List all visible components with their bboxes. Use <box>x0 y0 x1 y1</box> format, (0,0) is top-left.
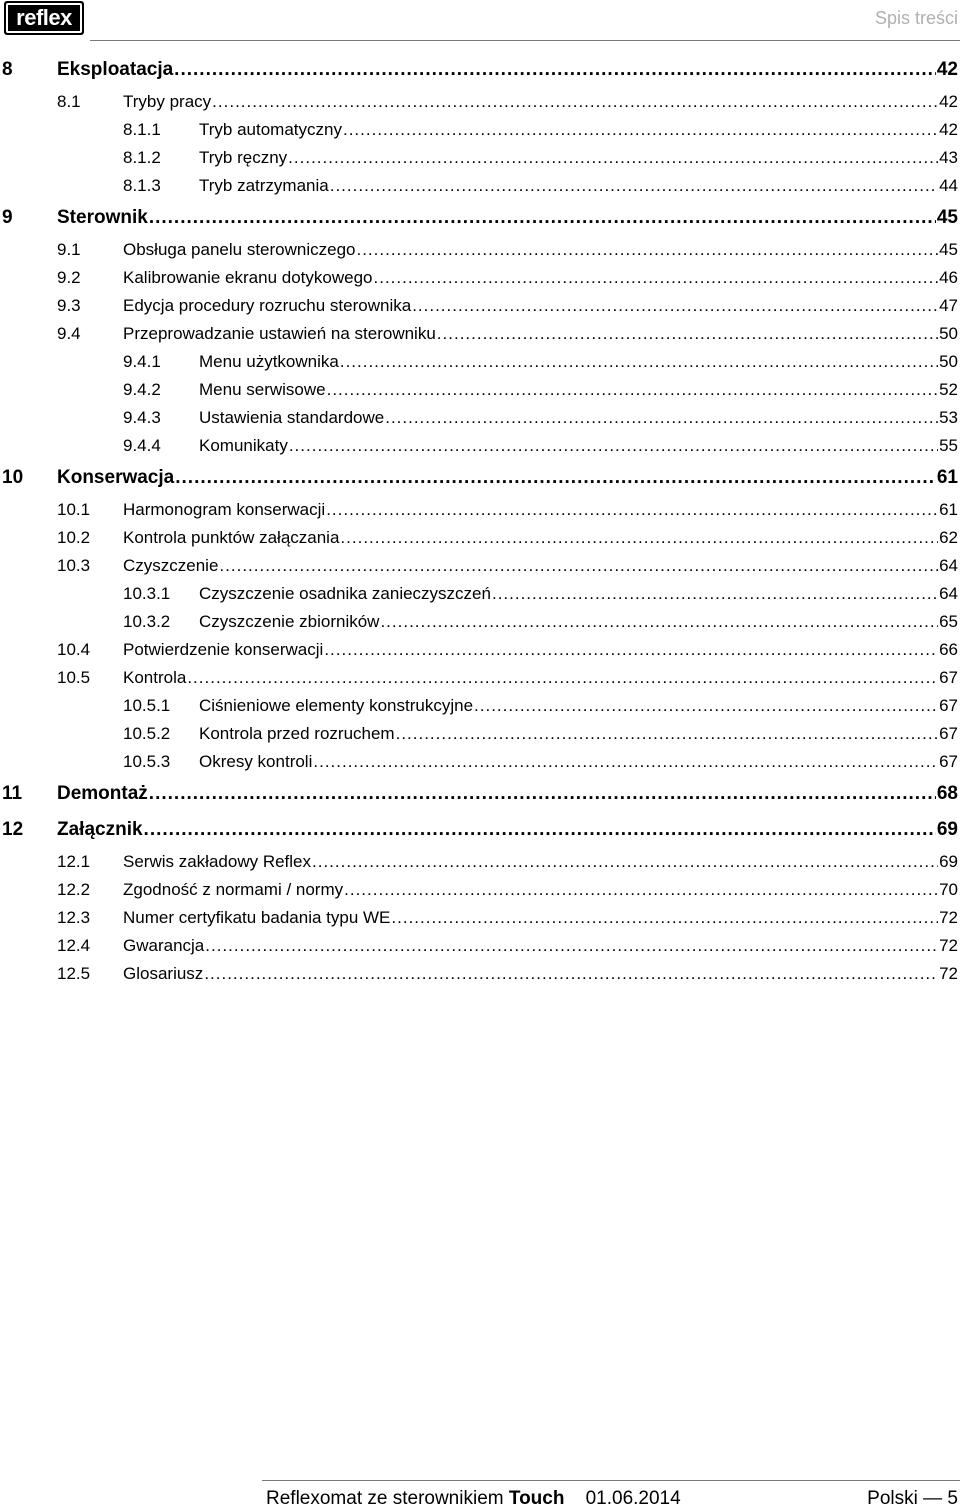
toc-entry[interactable] <box>0 608 960 636</box>
toc-entry-title: Serwis zakładowy Reflex <box>123 852 312 871</box>
toc-entry-page: 47 <box>939 296 958 315</box>
toc-leader-dots <box>212 88 938 116</box>
footer-divider <box>262 1480 960 1481</box>
toc-entry-page: 64 <box>939 584 958 603</box>
toc-entry-title: Ustawienia standardowe <box>199 408 385 427</box>
toc-entry-title: Czyszczenie <box>123 556 219 575</box>
toc-entry-title: Czyszczenie zbiorników <box>199 612 380 631</box>
toc-entry-page: 67 <box>939 696 958 715</box>
toc-leader-dots <box>144 812 936 848</box>
toc-entry-number: 8.1.2 <box>123 148 161 167</box>
toc-leader-dots <box>149 200 936 236</box>
toc-entry-page: 65 <box>939 612 958 631</box>
toc-entry-number: 8.1.3 <box>123 176 161 195</box>
toc-entry-number: 10.2 <box>57 528 91 547</box>
toc-entry[interactable] <box>0 200 960 236</box>
toc-leader-dots <box>412 292 938 320</box>
toc-entry-title: Harmonogram konserwacji <box>123 500 326 519</box>
toc-entry-page: 61 <box>936 467 958 488</box>
toc-entry[interactable] <box>0 748 960 776</box>
toc-entry-title: Kontrola punktów załączania <box>123 528 340 547</box>
toc-entry-page: 55 <box>939 436 958 455</box>
toc-entry-number: 9.3 <box>57 296 81 315</box>
toc-entry[interactable] <box>0 932 960 960</box>
reflex-logo <box>4 1 84 35</box>
toc-leader-dots <box>344 876 938 904</box>
toc-entry-number: 8.1 <box>57 92 81 111</box>
toc-entry-number: 9.4.1 <box>123 352 161 371</box>
toc-leader-dots <box>330 172 938 200</box>
toc-entry-page: 53 <box>939 408 958 427</box>
toc-leader-dots <box>312 848 938 876</box>
toc-entry[interactable] <box>0 904 960 932</box>
toc-entry-page: 61 <box>939 500 958 519</box>
toc-entry-number: 9.4.3 <box>123 408 161 427</box>
toc-entry-number: 9.4.2 <box>123 380 161 399</box>
toc-entry-number: 10.5.3 <box>123 752 171 771</box>
toc-entry-title: Sterownik <box>57 207 148 228</box>
toc-entry-page: 46 <box>939 268 958 287</box>
toc-entry[interactable] <box>0 432 960 460</box>
toc-entry-number: 12.4 <box>57 936 91 955</box>
toc-entry-number: 9.4.4 <box>123 436 161 455</box>
toc-entry-title: Glosariusz <box>123 964 204 983</box>
toc-entry[interactable] <box>0 692 960 720</box>
toc-entry-page: 70 <box>939 880 958 899</box>
toc-leader-dots <box>174 52 936 88</box>
toc-entry[interactable] <box>0 52 960 88</box>
toc-entry-title: Kontrola przed rozruchem <box>199 724 395 743</box>
toc-entry[interactable] <box>0 496 960 524</box>
toc-entry-title: Czyszczenie osadnika zanieczyszczeń <box>199 584 491 603</box>
toc-entry-number: 8.1.1 <box>123 120 161 139</box>
toc-entry[interactable] <box>0 720 960 748</box>
toc-leader-dots <box>385 404 938 432</box>
toc-entry[interactable] <box>0 292 960 320</box>
toc-entry-title: Obsługa panelu sterowniczego <box>123 240 356 259</box>
toc-entry-page: 45 <box>936 207 958 228</box>
toc-entry-number: 8 <box>2 59 13 80</box>
toc-entry-number: 10.4 <box>57 640 91 659</box>
toc-leader-dots <box>437 320 938 348</box>
toc-entry-page: 72 <box>939 964 958 983</box>
toc-entry-title: Menu serwisowe <box>199 380 326 399</box>
toc-entry[interactable] <box>0 776 960 812</box>
toc-entry[interactable] <box>0 404 960 432</box>
toc-entry-number: 10.3 <box>57 556 91 575</box>
toc-entry-page: 45 <box>939 240 958 259</box>
toc-leader-dots <box>288 144 938 172</box>
header-divider <box>90 40 960 41</box>
toc-entry[interactable] <box>0 636 960 664</box>
toc-entry[interactable] <box>0 524 960 552</box>
toc-leader-dots <box>289 432 938 460</box>
toc-entry-title: Tryb automatyczny <box>199 120 342 139</box>
toc-leader-dots <box>380 608 938 636</box>
table-of-contents <box>0 52 960 988</box>
toc-entry[interactable] <box>0 664 960 692</box>
toc-entry-number: 10.1 <box>57 500 91 519</box>
toc-entry-number: 10.5 <box>57 668 91 687</box>
toc-entry-number: 12.2 <box>57 880 91 899</box>
toc-entry-page: 64 <box>939 556 958 575</box>
toc-entry-title: Kalibrowanie ekranu dotykowego <box>123 268 373 287</box>
toc-entry[interactable] <box>0 264 960 292</box>
toc-entry-number: 9.2 <box>57 268 81 287</box>
toc-entry[interactable] <box>0 144 960 172</box>
toc-entry-title: Menu użytkownika <box>199 352 339 371</box>
toc-entry[interactable] <box>0 580 960 608</box>
toc-entry[interactable] <box>0 116 960 144</box>
footer-page-info: Polski — 5 <box>867 1488 958 1509</box>
toc-entry[interactable] <box>0 848 960 876</box>
toc-entry-title: Eksploatacja <box>57 59 174 80</box>
toc-entry-page: 42 <box>939 120 958 139</box>
toc-leader-dots <box>474 692 938 720</box>
toc-entry-title: Konserwacja <box>57 467 175 488</box>
toc-entry-page: 67 <box>939 724 958 743</box>
toc-leader-dots <box>324 636 938 664</box>
toc-entry-number: 9 <box>2 207 13 228</box>
toc-entry-number: 12.3 <box>57 908 91 927</box>
toc-leader-dots <box>205 932 938 960</box>
toc-leader-dots <box>219 552 938 580</box>
toc-entry-page: 42 <box>939 92 958 111</box>
toc-entry[interactable] <box>0 320 960 348</box>
toc-entry-title: Numer certyfikatu badania typu WE <box>123 908 391 927</box>
toc-entry[interactable] <box>0 376 960 404</box>
toc-entry-title: Demontaż <box>57 783 148 804</box>
footer-document-title: Reflexomat ze sterownikiem Touch 01.06.2014 <box>266 1488 681 1509</box>
toc-entry-number: 12 <box>2 819 24 840</box>
toc-entry-page: 68 <box>936 783 958 804</box>
toc-entry-page: 72 <box>939 908 958 927</box>
toc-entry[interactable] <box>0 812 960 848</box>
toc-entry-number: 12.5 <box>57 964 91 983</box>
toc-entry-title: Ciśnieniowe elementy konstrukcyjne <box>199 696 474 715</box>
toc-entry-page: 69 <box>939 852 958 871</box>
toc-entry-number: 10.5.1 <box>123 696 171 715</box>
toc-leader-dots <box>149 776 936 812</box>
page-number: 5 <box>947 1488 958 1509</box>
toc-leader-dots <box>391 904 938 932</box>
toc-entry[interactable] <box>0 172 960 200</box>
toc-entry-page: 67 <box>939 752 958 771</box>
page-footer <box>266 1488 958 1510</box>
toc-entry-title: Kontrola <box>123 668 187 687</box>
toc-entry-page: 44 <box>939 176 958 195</box>
toc-entry-page: 72 <box>939 936 958 955</box>
toc-entry-page: 42 <box>936 59 958 80</box>
toc-leader-dots <box>343 116 938 144</box>
toc-entry-title: Tryby pracy <box>123 92 212 111</box>
toc-leader-dots <box>374 264 939 292</box>
toc-entry-title: Okresy kontroli <box>199 752 313 771</box>
toc-leader-dots <box>356 236 938 264</box>
toc-entry-page: 66 <box>939 640 958 659</box>
toc-entry-number: 10.3.2 <box>123 612 171 631</box>
toc-leader-dots <box>396 720 938 748</box>
reflex-logo-text: reflex <box>6 3 82 33</box>
toc-entry-number: 9.4 <box>57 324 81 343</box>
toc-entry-title: Komunikaty <box>199 436 288 455</box>
toc-entry-title: Tryb ręczny <box>199 148 288 167</box>
toc-entry-number: 9.1 <box>57 240 81 259</box>
toc-entry-number: 10 <box>2 467 24 488</box>
toc-entry-number: 10.3.1 <box>123 584 171 603</box>
toc-entry-page: 62 <box>939 528 958 547</box>
toc-entry-title: Edycja procedury rozruchu sterownika <box>123 296 412 315</box>
toc-entry-title: Przeprowadzanie ustawień na sterowniku <box>123 324 436 343</box>
toc-leader-dots <box>327 376 938 404</box>
toc-entry-page: 50 <box>939 352 958 371</box>
toc-entry[interactable] <box>0 552 960 580</box>
toc-entry-number: 12.1 <box>57 852 91 871</box>
toc-entry[interactable] <box>0 460 960 496</box>
toc-leader-dots <box>340 348 938 376</box>
toc-leader-dots <box>175 460 936 496</box>
toc-leader-dots <box>187 664 938 692</box>
toc-entry-number: 10.5.2 <box>123 724 171 743</box>
toc-entry-page: 69 <box>936 819 958 840</box>
toc-entry[interactable] <box>0 348 960 376</box>
toc-entry[interactable] <box>0 236 960 264</box>
toc-entry[interactable] <box>0 876 960 904</box>
toc-entry[interactable] <box>0 88 960 116</box>
toc-leader-dots <box>326 496 938 524</box>
toc-leader-dots <box>204 960 938 988</box>
toc-leader-dots <box>340 524 938 552</box>
toc-entry-title: Tryb zatrzymania <box>199 176 329 195</box>
toc-entry-page: 52 <box>939 380 958 399</box>
toc-entry-page: 43 <box>939 148 958 167</box>
toc-entry[interactable] <box>0 960 960 988</box>
toc-leader-dots <box>313 748 938 776</box>
toc-entry-title: Załącznik <box>57 819 143 840</box>
toc-entry-title: Potwierdzenie konserwacji <box>123 640 324 659</box>
toc-entry-number: 11 <box>2 783 23 804</box>
toc-entry-title: Gwarancja <box>123 936 205 955</box>
toc-leader-dots <box>492 580 938 608</box>
toc-entry-page: 50 <box>939 324 958 343</box>
section-title: Spis treści <box>874 8 958 28</box>
toc-entry-page: 67 <box>939 668 958 687</box>
toc-entry-title: Zgodność z normami / normy <box>123 880 344 899</box>
